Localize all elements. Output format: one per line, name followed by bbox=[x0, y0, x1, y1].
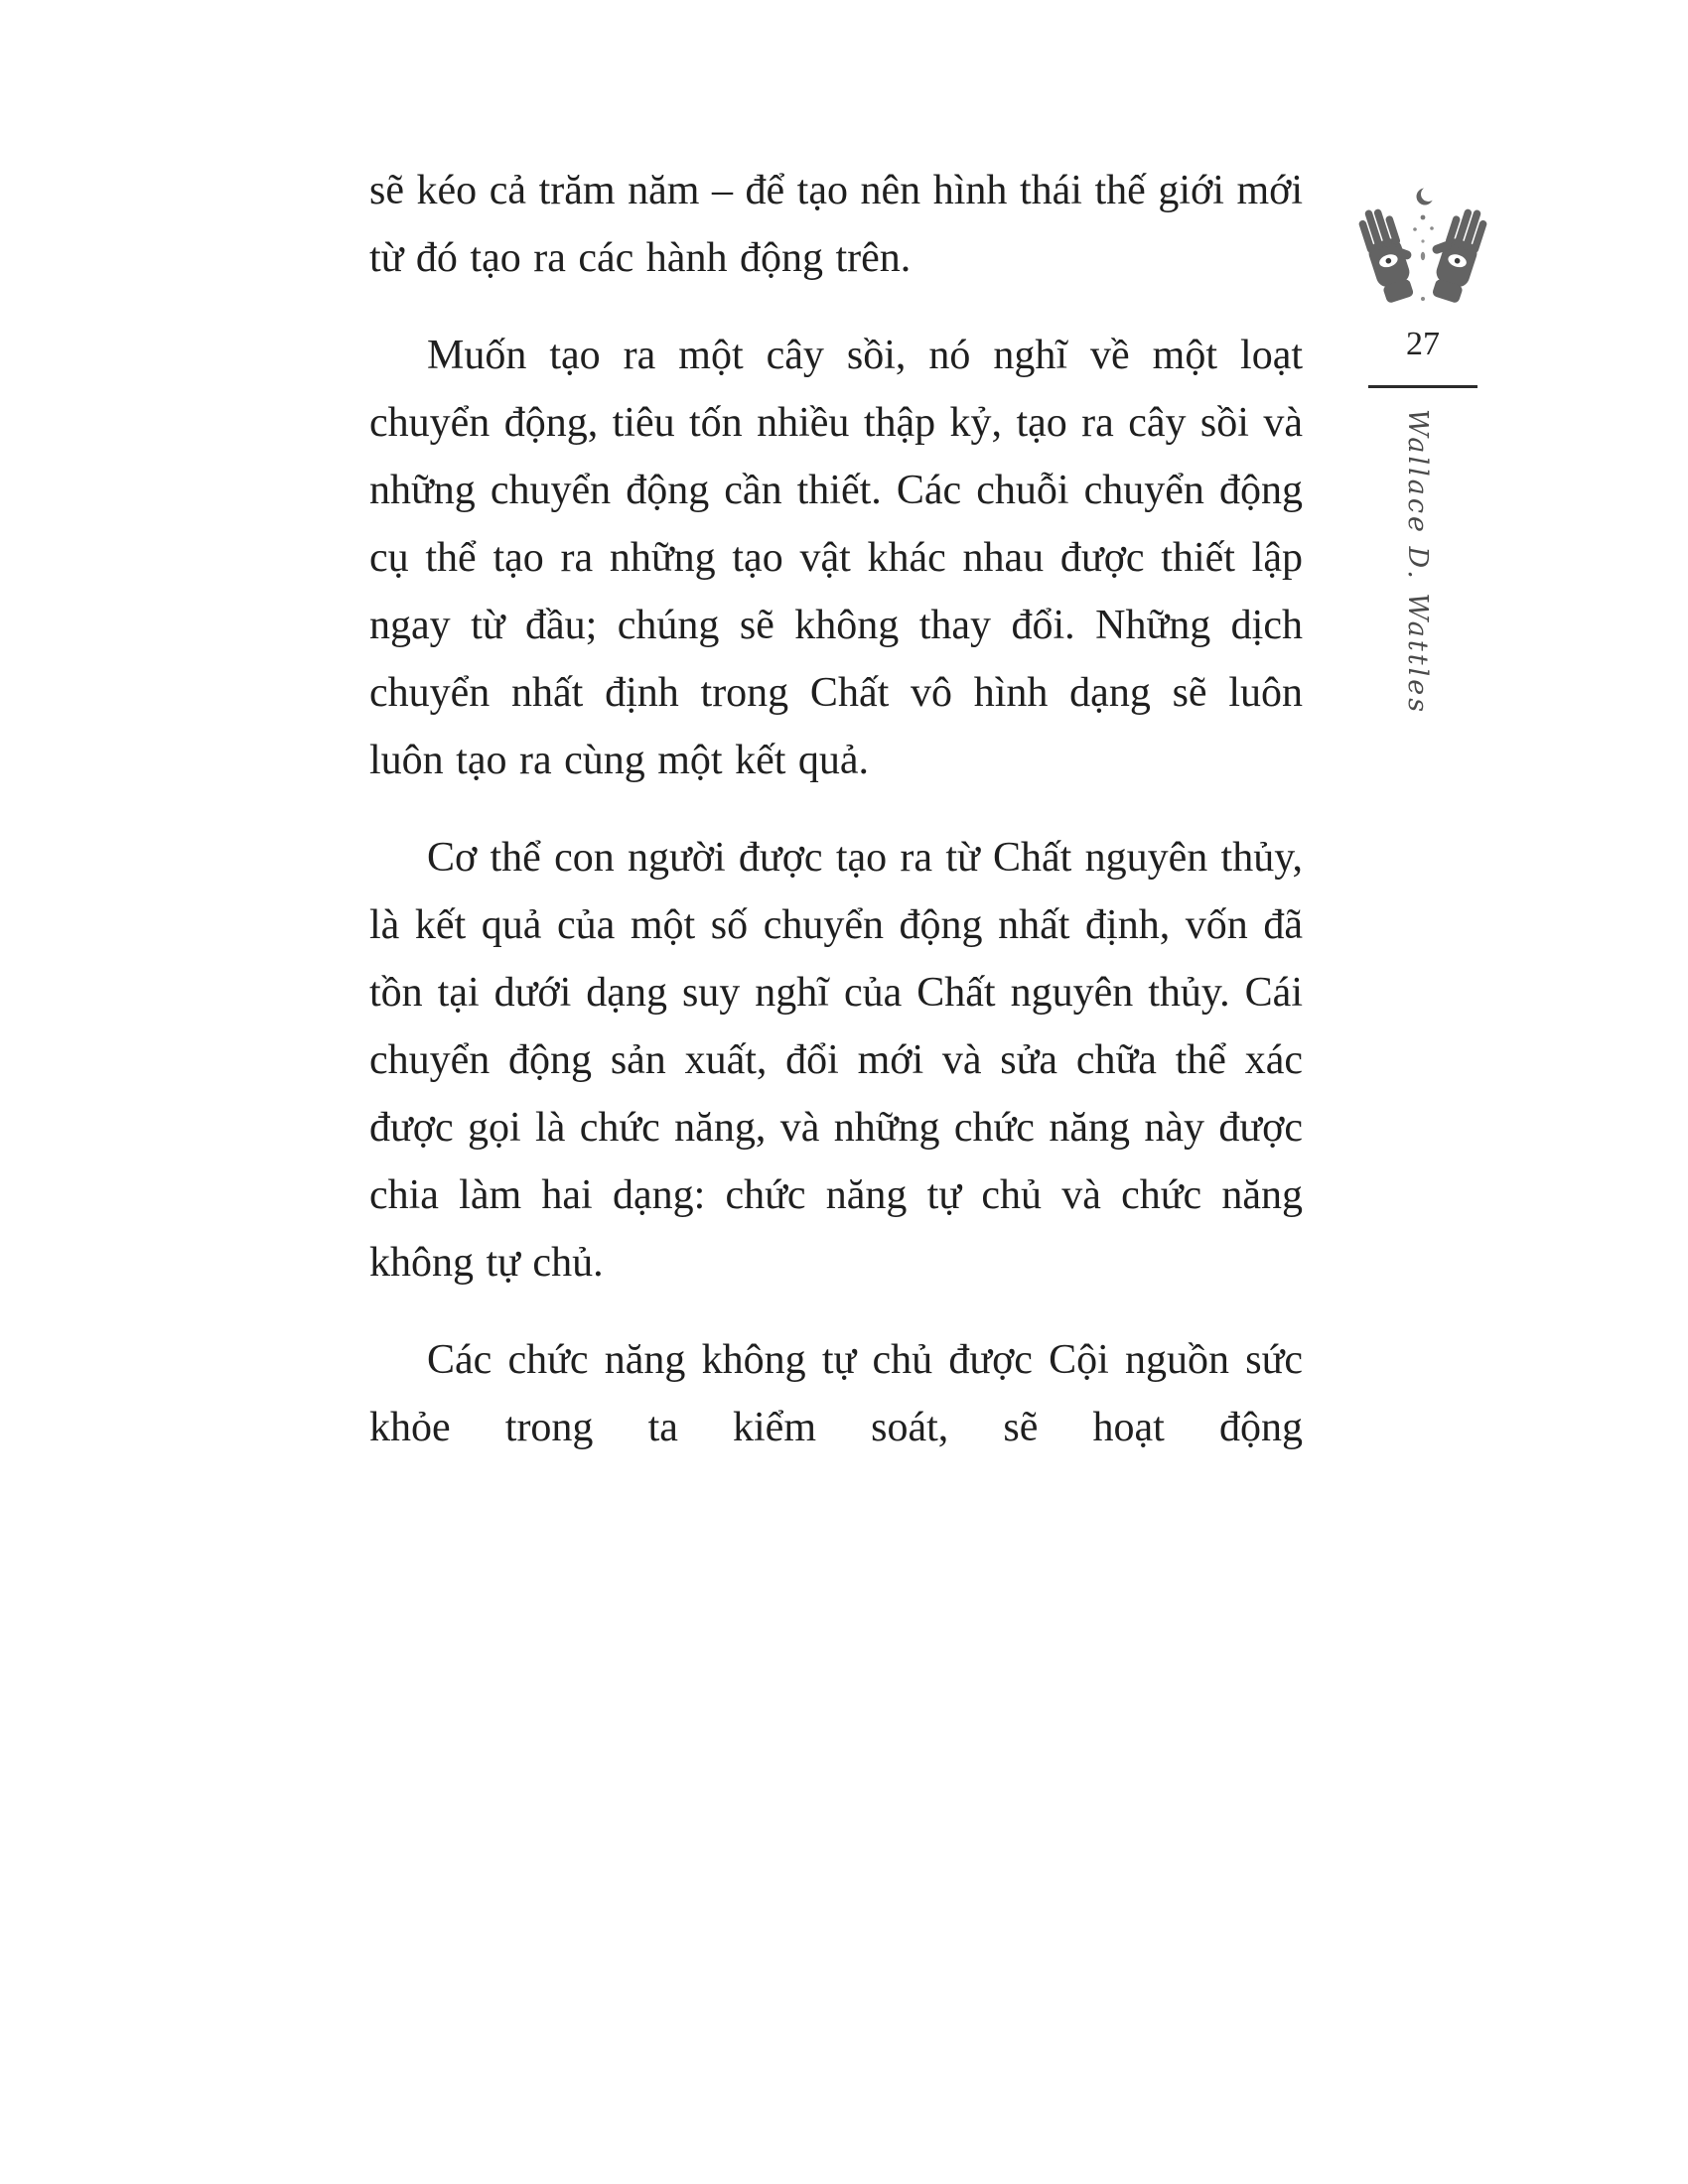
body-text-column bbox=[369, 157, 1303, 1491]
paragraph: Muốn tạo ra một cây sồi, nó nghĩ về một loạt chuyển động, tiêu tốn nhiều thập kỷ, tạo ra cây sồi và những chuyển động cần thiết. Các chuỗi chuyển động cụ thể tạo ra những tạo vật khác nhau được thiết lập ngay từ đầu; chúng sẽ không thay đổi. Những dịch chuyển nhất định trong Chất vô hình dạng sẽ luôn luôn tạo ra cùng một kết quả. bbox=[369, 333, 1303, 783]
mystical-hands-icon bbox=[1353, 182, 1492, 313]
divider-rule bbox=[1368, 385, 1477, 388]
paragraph-continuation: sẽ kéo cả trăm năm – để tạo nên hình thái thế giới mới từ đó tạo ra các hành động trên. bbox=[369, 168, 1303, 281]
author-name-vertical: Wallace D. Wattles bbox=[1402, 409, 1433, 716]
page-number: 27 bbox=[1406, 326, 1440, 362]
paragraph: Cơ thể con người được tạo ra từ Chất nguyên thủy, là kết quả của một số chuyển động nhất định, vốn đã tồn tại dưới dạng suy nghĩ của Chất nguyên thủy. Cái chuyển động sản xuất, đổi mới và sửa chữa thể xác được gọi là chức năng, và những chức năng này được chia làm hai dạng: chức năng tự chủ và chức năng không tự chủ. bbox=[369, 835, 1303, 1286]
paragraph: Các chức năng không tự chủ được Cội nguồn sức khỏe trong ta kiểm soát, sẽ hoạt động bbox=[369, 1337, 1303, 1450]
